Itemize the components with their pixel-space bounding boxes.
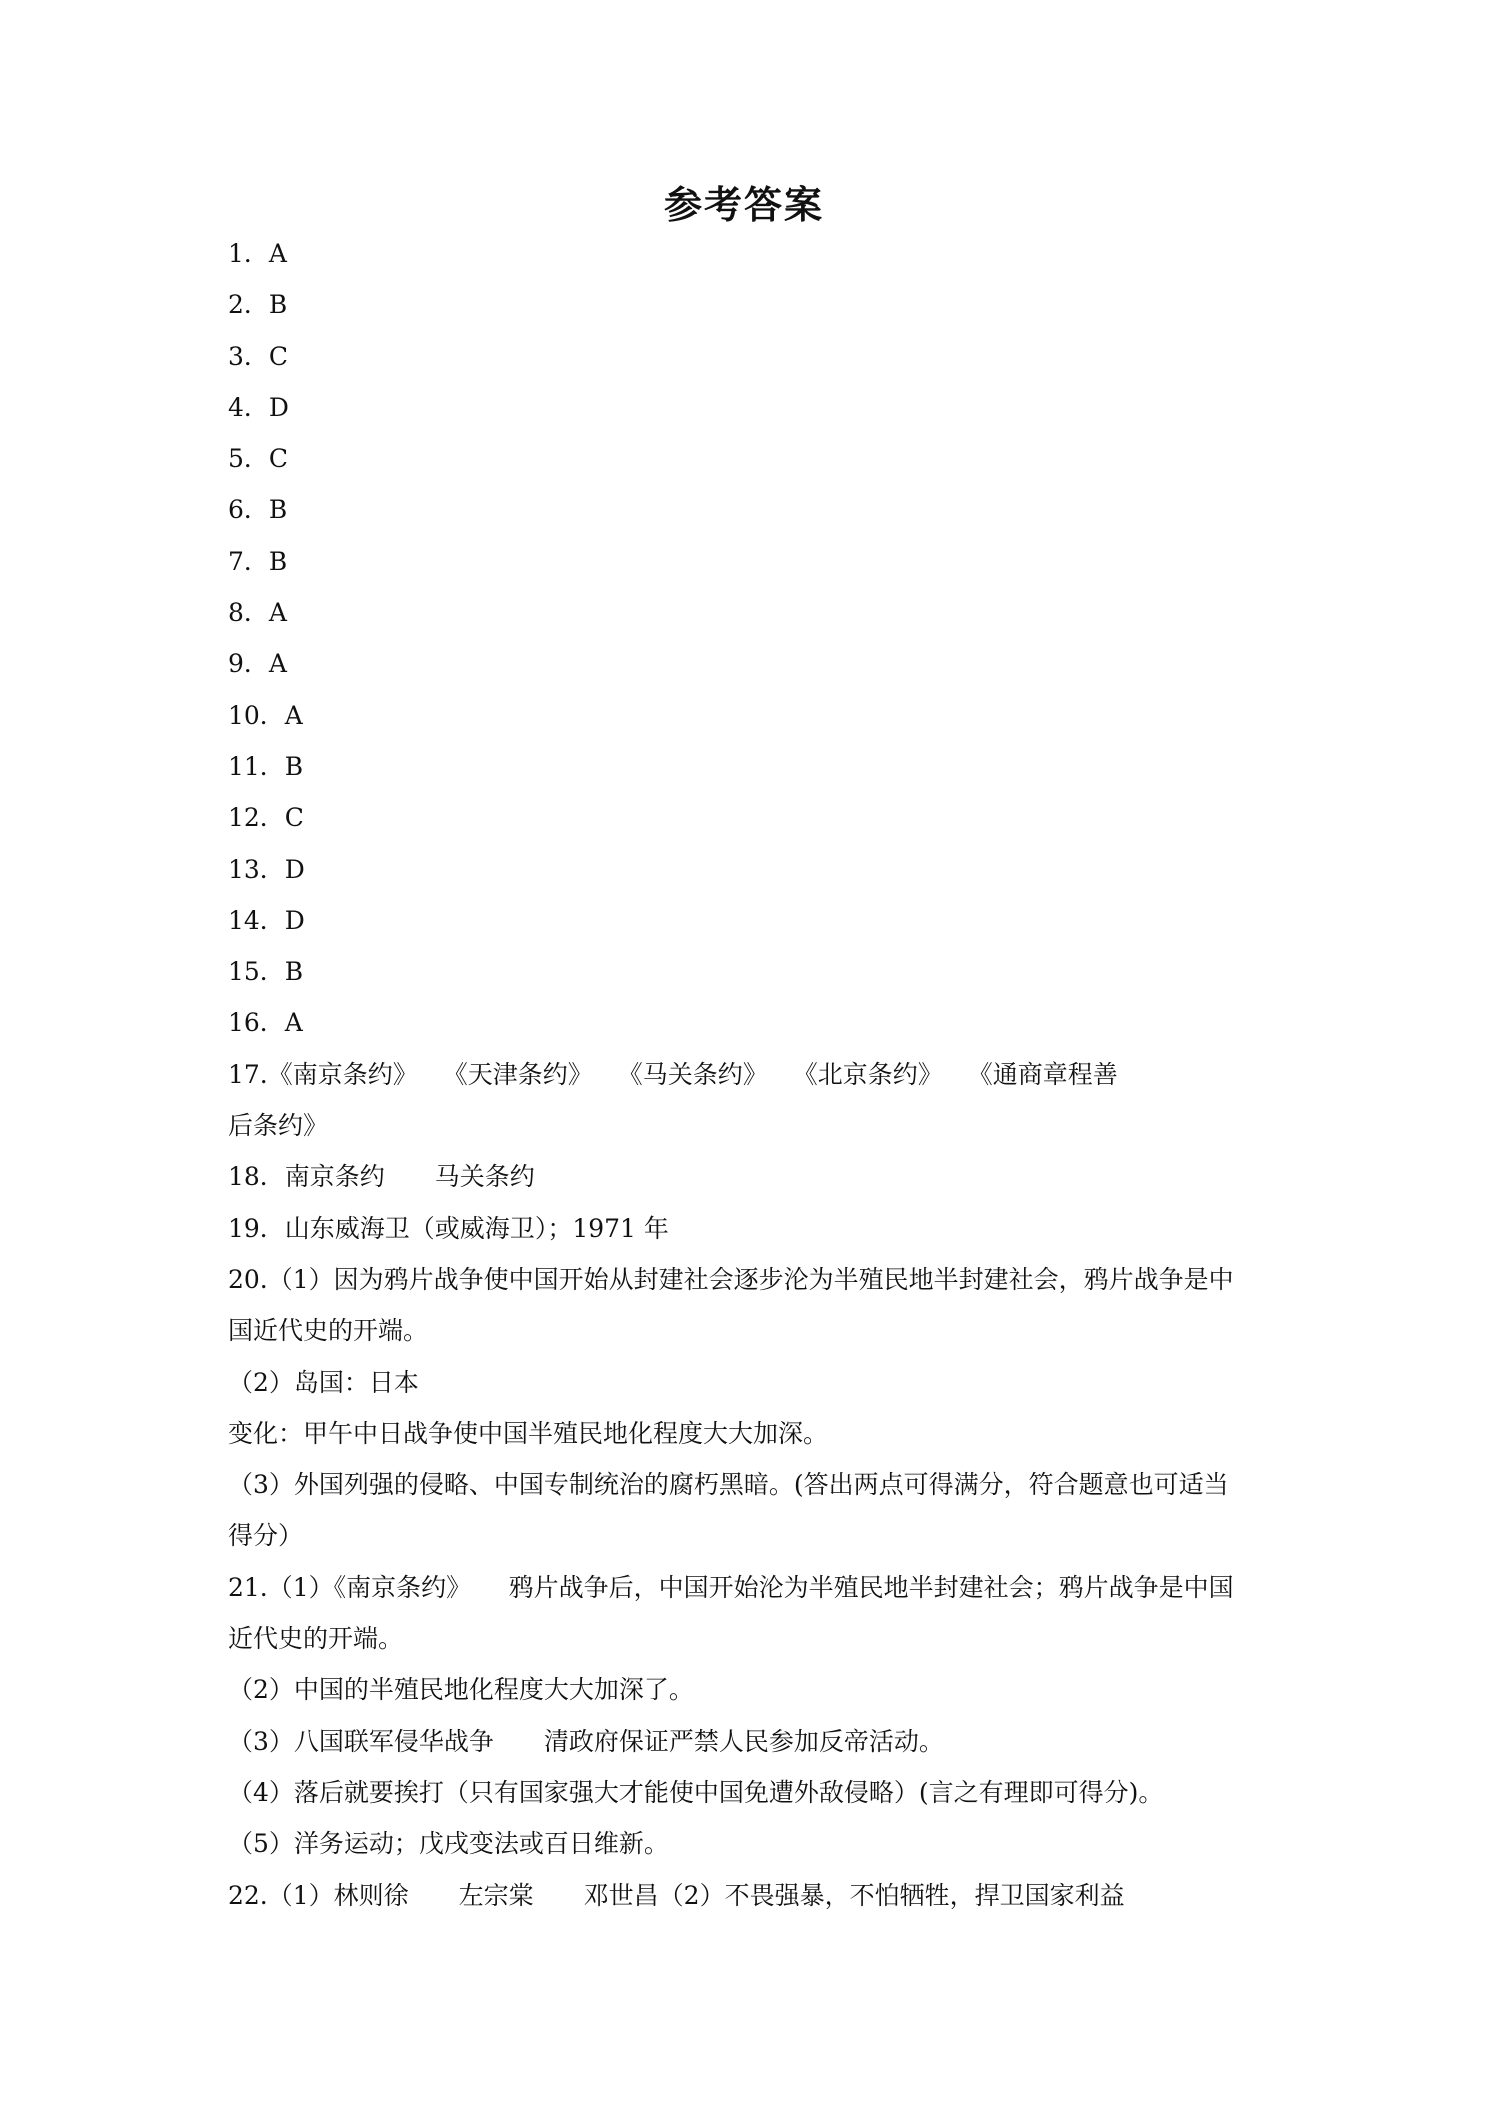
answer-20-part-3-line-1: （3）外国列强的侵略、中国专制统治的腐朽黑暗。(答出两点可得满分，符合题意也可适当 [228, 1470, 1229, 1500]
answer-item-9: 9．A [228, 649, 287, 679]
answer-21-part-2: （2）中国的半殖民地化程度大大加深了。 [228, 1675, 694, 1705]
answer-22: 22.（1）林则徐 左宗棠 邓世昌（2）不畏强暴，不怕牺牲，捍卫国家利益 [228, 1880, 1125, 1910]
answer-19: 19．山东威海卫（或威海卫）；1971 年 [228, 1213, 669, 1243]
answer-20-part-3-line-2: 得分） [228, 1521, 304, 1551]
answer-20-part-2-change: 变化：甲午中日战争使中国半殖民地化程度大大加深。 [228, 1418, 829, 1448]
answer-item-10: 10．A [228, 700, 303, 730]
answer-item-13: 13．D [228, 854, 305, 884]
answer-item-4: 4．D [228, 392, 289, 422]
answer-item-7: 7．B [228, 546, 288, 576]
answer-item-3: 3．C [228, 341, 289, 371]
answer-17-line-2: 后条约》 [228, 1111, 329, 1141]
answer-item-1: 1．A [228, 239, 287, 268]
answer-21-part-4: （4）落后就要挨打（只有国家强大才能使中国免遭外敌侵略）(言之有理即可得分)。 [228, 1777, 1164, 1807]
answer-item-5: 5．C [228, 444, 289, 474]
page-title: 参考答案 [663, 183, 824, 227]
answer-item-14: 14．D [228, 905, 305, 935]
answer-21-part-5: （5）洋务运动；戊戌变法或百日维新。 [228, 1829, 669, 1859]
answer-item-15: 15．B [228, 957, 304, 987]
answer-21-part-1-line-2: 近代史的开端。 [228, 1624, 404, 1654]
answer-18: 18．南京条约 马关条约 [228, 1162, 535, 1192]
answer-item-12: 12．C [228, 803, 304, 833]
answer-item-2: 2．B [228, 290, 288, 320]
answer-item-8: 8．A [228, 598, 287, 628]
answer-item-11: 11．B [228, 751, 304, 781]
answer-20-part-1-line-1: 20.（1）因为鸦片战争使中国开始从封建社会逐步沦为半殖民地半封建社会，鸦片战争是中 [228, 1264, 1234, 1294]
answer-21-part-1-line-1: 21.（1）《南京条约》 鸦片战争后，中国开始沦为半殖民地半封建社会；鸦片战争是中国 [228, 1572, 1234, 1602]
answer-item-16: 16．A [228, 1008, 303, 1038]
answer-21-part-3: （3）八国联军侵华战争 清政府保证严禁人民参加反帝活动。 [228, 1726, 944, 1756]
answer-20-part-2: （2）岛国：日本 [228, 1367, 419, 1397]
answer-item-6: 6．B [228, 495, 288, 525]
answer-20-part-1-line-2: 国近代史的开端。 [228, 1316, 429, 1346]
answer-list [228, 228, 1273, 1921]
answer-17-line-1: 17.《南京条约》 《天津条约》 《马关条约》 《北京条约》 《通商章程善 [228, 1059, 1118, 1089]
